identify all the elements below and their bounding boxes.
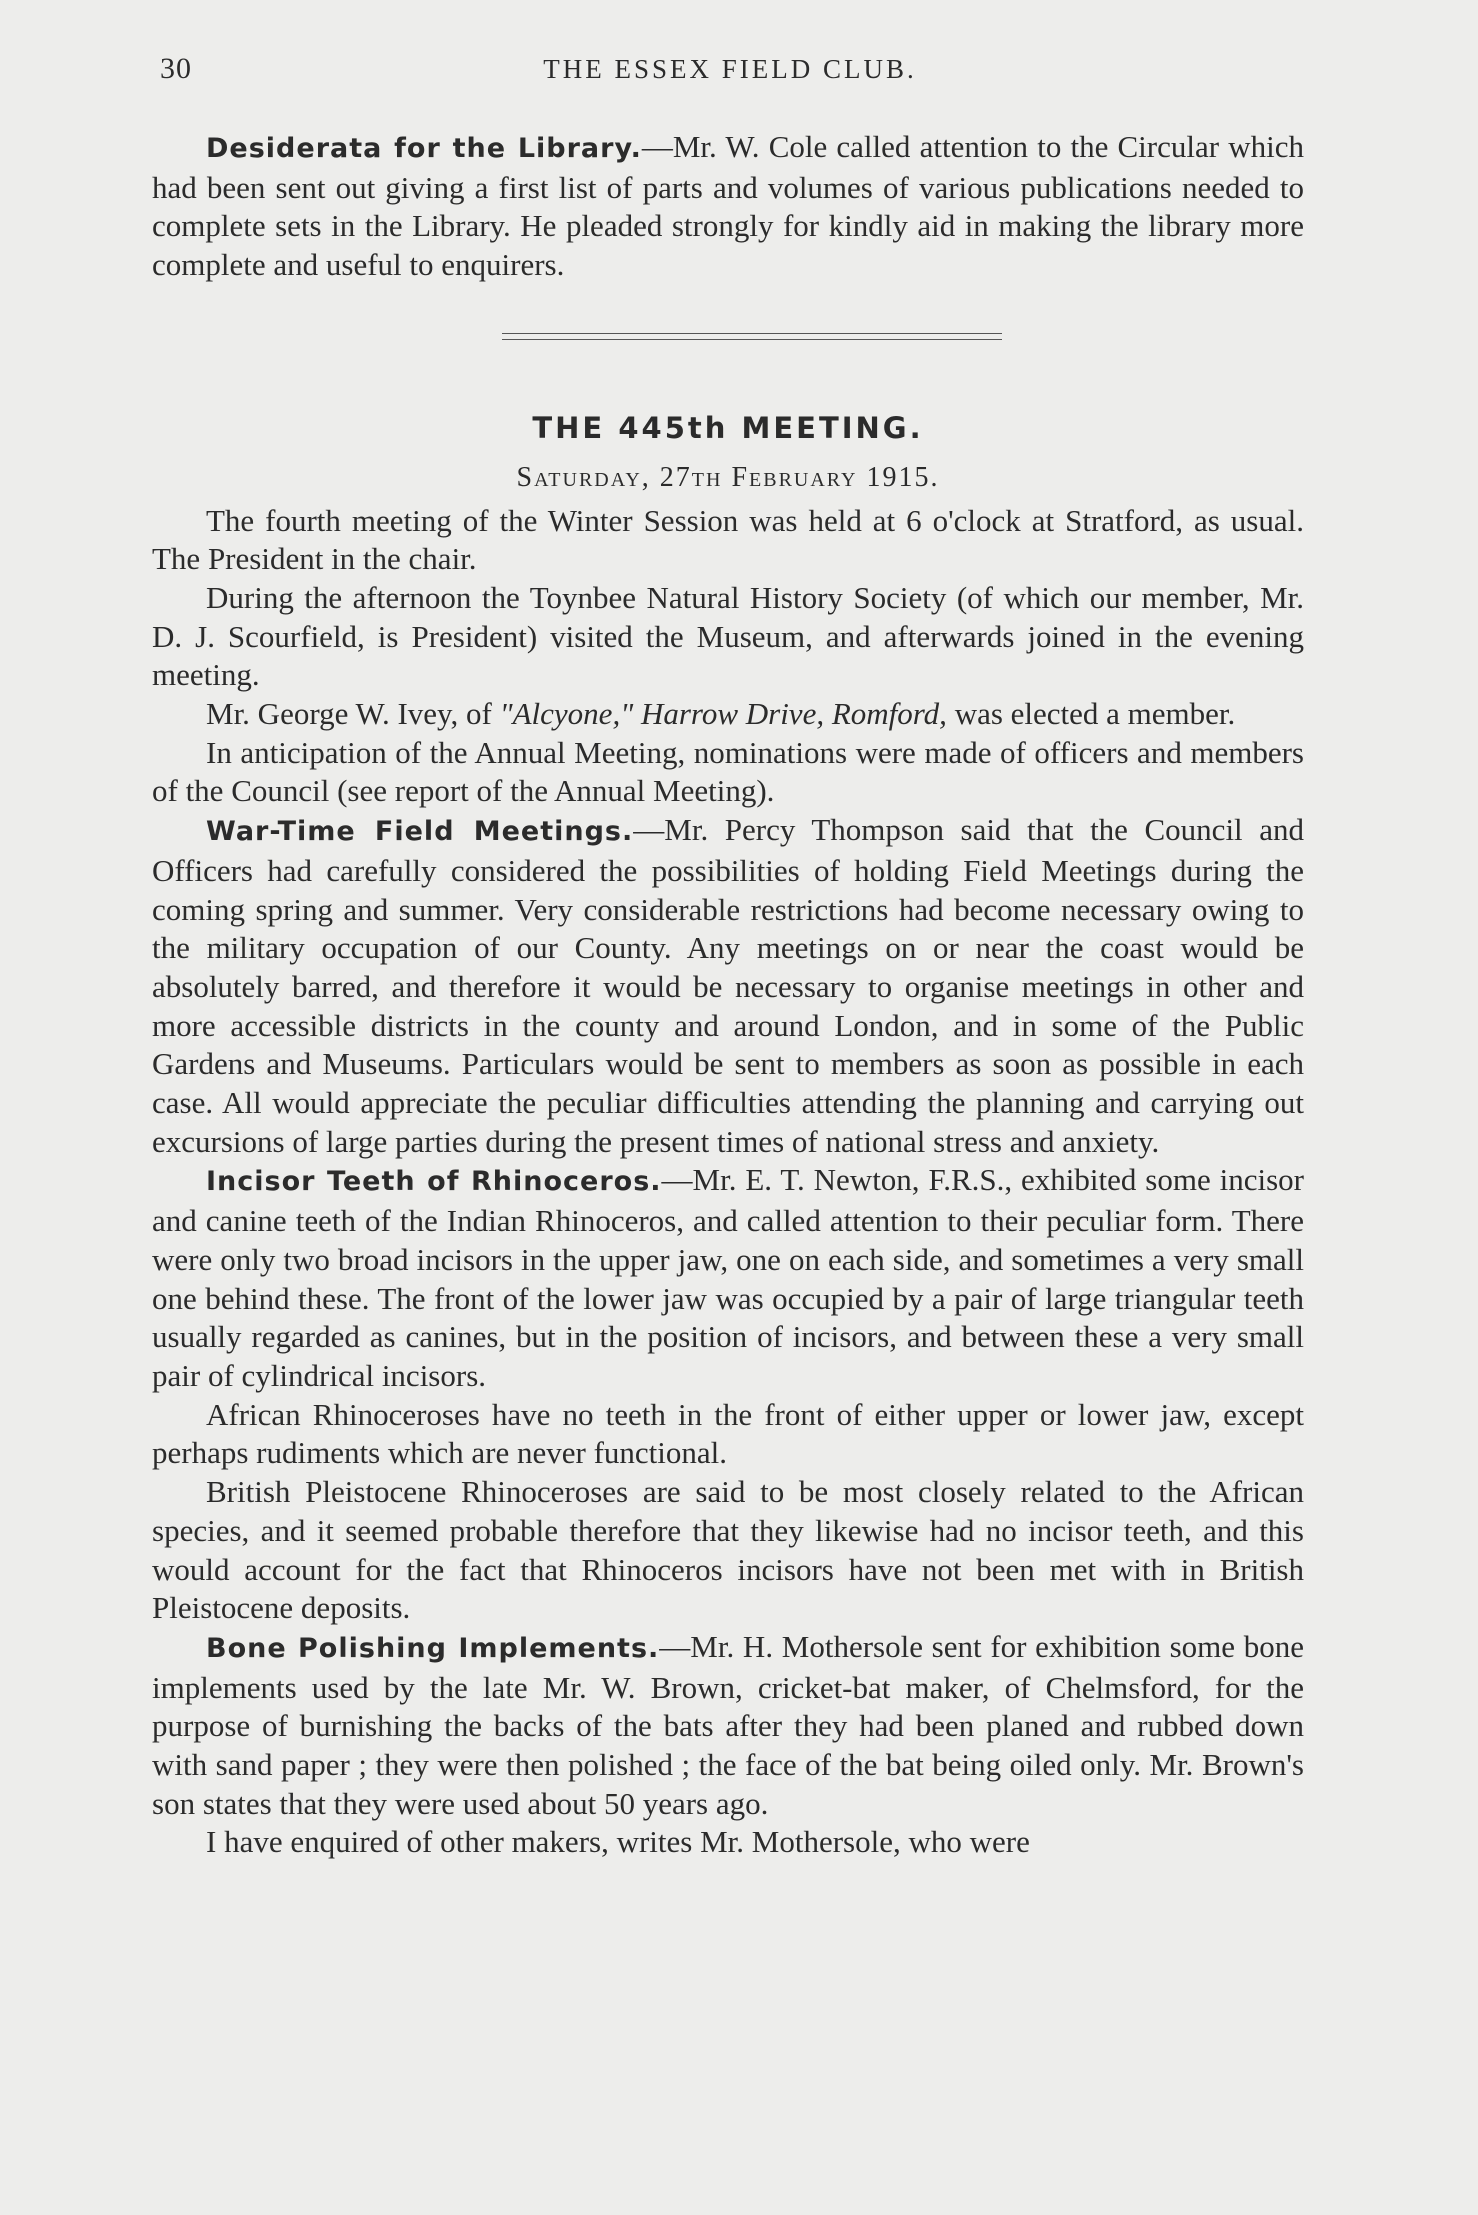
paragraph-war-time	[152, 811, 1304, 1161]
paragraph-last: I have enquired of other makers, writes Mr. Mothersole, who were	[206, 1824, 1030, 1860]
paragraph-african: African Rhinoceroses have no teeth in the front of either upper or lower jaw, except perhaps rudiments which are never functional.	[152, 1396, 1304, 1471]
section-divider	[152, 285, 1304, 385]
meeting-title: THE 445th MEETING.	[532, 410, 924, 445]
page-number: 30	[160, 52, 192, 85]
bone-heading: Bone Polishing Implements.	[206, 1632, 660, 1664]
paragraph-new-member	[152, 695, 1304, 734]
new-member-start: Mr. George W. Ivey, of	[206, 696, 500, 732]
desiderata-text: —Mr. W. Cole called attention to the Circular which had been sent out giving a first list of parts and volumes of various publications needed to complete sets in the Library. He pleaded strongly for kindly aid in making the library more complete and useful to enquirers.	[152, 129, 1304, 283]
desiderata-paragraph	[152, 128, 1304, 285]
incisor-text: —Mr. E. T. Newton, F.R.S., exhibited some incisor and canine teeth of the Indian Rhinoceros, and called attention to their peculiar form. There were only two broad incisors in the upper jaw, one on each side, and sometimes a very small one behind these. The front of the lower jaw was occupied by a pair of large triangular teeth usually regarded as canines, but in the position of incisors, and between these a very small pair of cylindrical incisors.	[152, 1162, 1304, 1393]
divider-rule-top	[502, 333, 1002, 334]
paragraph-british: British Pleistocene Rhinoceroses are said to be most closely related to the African species, and it seemed probable therefore that they likewise had no incisor teeth, and this would account for the fact that Rhinoceros incisors have not been met with in British Pleistocene deposits.	[152, 1474, 1304, 1626]
incisor-heading: Incisor Teeth of Rhinoceros.	[206, 1166, 662, 1198]
running-title: THE ESSEX FIELD CLUB.	[543, 54, 917, 84]
war-time-text: —Mr. Percy Thompson said that the Council and Officers had carefully considered the possibilities of holding Field Meetings during the coming spring and summer. Very considerable restrictions had become necessary owing to the military occupation of our County. Any meetings on or near the coast would be absolutely barred, and therefore it would be necessary to organise meetings in other and more accessible districts in the county and around London, and in some of the Public Gardens and Museums. Particulars would be sent to members as soon as possible in each case. All would appreciate the peculiar difficulties attending the planning and carrying out excursions of large parties during the present times of national stress and anxiety.	[152, 812, 1304, 1159]
body-text	[152, 128, 1304, 1862]
paragraph-toynbee: During the afternoon the Toynbee Natural History Society (of which our member, Mr. D. J. Scourfield, is President) visited the Museum, and afterwards joined in the evening meeting.	[152, 579, 1304, 693]
divider-rule-bottom	[502, 339, 1002, 340]
bone-text: —Mr. H. Mothersole sent for exhibition some bone implements used by the late Mr. W. Brown, cricket-bat maker, of Chelmsford, for the purpose of burnishing the backs of the bats after they had been planed and rubbed down with sand paper ; they were then polished ; the face of the bat being oiled only. Mr. Brown's son states that they were used about 50 years ago.	[152, 1628, 1304, 1821]
paragraph-nominations: In anticipation of the Annual Meeting, nominations were made of officers and members of the Council (see report of the Annual Meeting).	[152, 734, 1304, 809]
new-member-end: was elected a member.	[946, 696, 1236, 732]
war-time-heading: War-Time Field Meetings.	[206, 816, 634, 848]
new-member-address: "Alcyone," Harrow Drive, Romford,	[499, 696, 947, 732]
paragraph-incisor	[152, 1161, 1304, 1395]
meeting-date: Saturday, 27th February 1915.	[516, 461, 940, 493]
page-header	[150, 52, 1310, 96]
paragraph-opening: The fourth meeting of the Winter Session was held at 6 o'clock at Stratford, as usual. The President in the chair.	[152, 502, 1304, 577]
paragraph-bone	[152, 1628, 1304, 1824]
desiderata-heading: Desiderata for the Library.	[206, 133, 642, 164]
